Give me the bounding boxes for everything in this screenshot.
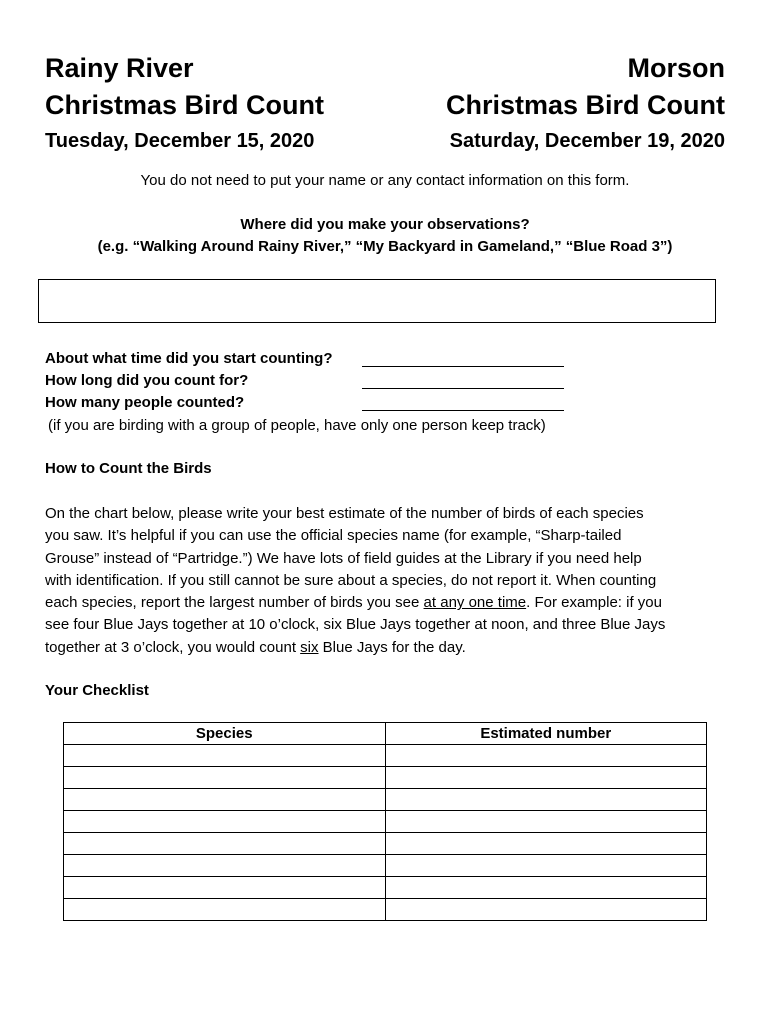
species-input[interactable] <box>64 877 385 898</box>
estimated-number-input[interactable] <box>386 811 707 832</box>
how-to-paragraph <box>45 503 735 659</box>
species-input[interactable] <box>64 899 385 920</box>
table-row <box>64 789 707 811</box>
header-right-subtitle: Christmas Bird Count <box>445 90 725 120</box>
species-cell[interactable] <box>64 877 386 899</box>
how-to-text: together at 3 o’clock, you would count <box>45 638 301 656</box>
estimated-number-input[interactable] <box>386 899 707 920</box>
estimated-number-input[interactable] <box>386 877 707 898</box>
table-row <box>64 877 707 899</box>
estimated-number-input[interactable] <box>386 767 707 788</box>
start-time-field[interactable] <box>362 348 564 367</box>
table-row <box>64 833 707 855</box>
estimated-number-input[interactable] <box>386 789 707 810</box>
species-input[interactable] <box>64 833 385 854</box>
how-to-title: How to Count the Birds <box>45 460 212 477</box>
header-left-date: Tuesday, December 15, 2020 <box>45 130 315 152</box>
species-cell[interactable] <box>64 767 386 789</box>
table-row <box>64 855 707 877</box>
duration-input[interactable] <box>362 370 564 388</box>
estimated-number-cell[interactable] <box>385 899 707 921</box>
header-left-title: Rainy River <box>45 53 194 83</box>
emphasis-six: six <box>300 638 319 656</box>
observation-question: Where did you make your observations? <box>240 216 530 233</box>
estimated-number-cell[interactable] <box>385 833 707 855</box>
how-to-text: each species, report the largest number of birds you see <box>45 594 424 612</box>
estimated-number-input[interactable] <box>386 745 707 766</box>
how-to-line: you saw. It’s helpful if you can use the official species name (for example, “Sharp-tailed <box>45 527 622 545</box>
question-people-count-label: How many people counted? <box>45 394 245 411</box>
table-row <box>64 745 707 767</box>
species-cell[interactable] <box>64 899 386 921</box>
emphasis-any-one-time: at any one time <box>423 594 527 612</box>
observation-examples: (e.g. “Walking Around Rainy River,” “My Backyard in Gameland,” “Blue Road 3”) <box>97 238 673 255</box>
header-morson <box>446 50 725 158</box>
how-to-line: with identification. If you still cannot be sure about a species, do not report it. When counting <box>45 571 657 589</box>
estimated-number-cell[interactable] <box>385 767 707 789</box>
checklist-table <box>63 722 707 921</box>
estimated-number-input[interactable] <box>386 855 707 876</box>
question-start-time-label: About what time did you start counting? <box>45 350 333 367</box>
estimated-number-cell[interactable] <box>385 811 707 833</box>
observation-location-input[interactable] <box>39 280 715 322</box>
people-count-input[interactable] <box>362 392 564 410</box>
how-to-line: Grouse” instead of “Partridge.”) We have lots of field guides at the Library if you need help <box>45 549 642 567</box>
table-row <box>64 899 707 921</box>
group-note: (if you are birding with a group of people, have only one person keep track) <box>48 417 546 434</box>
question-duration-label: How long did you count for? <box>45 372 249 389</box>
observation-location-box[interactable] <box>38 279 716 323</box>
species-input[interactable] <box>64 745 385 766</box>
header-right-title: Morson <box>627 53 725 83</box>
how-to-text: Blue Jays for the day. <box>318 638 466 656</box>
start-time-input[interactable] <box>362 348 564 366</box>
checklist-title: Your Checklist <box>45 682 149 699</box>
estimated-number-column-header: Estimated number <box>385 723 707 745</box>
species-input[interactable] <box>64 811 385 832</box>
people-count-field[interactable] <box>362 392 564 411</box>
species-cell[interactable] <box>64 855 386 877</box>
table-row <box>64 811 707 833</box>
species-cell[interactable] <box>64 789 386 811</box>
privacy-note: You do not need to put your name or any contact information on this form. <box>140 172 630 189</box>
how-to-line <box>45 592 735 614</box>
how-to-line: see four Blue Jays together at 10 o’clock, six Blue Jays together at noon, and three Blue Jays <box>45 616 666 634</box>
species-input[interactable] <box>64 789 385 810</box>
estimated-number-input[interactable] <box>386 833 707 854</box>
estimated-number-cell[interactable] <box>385 789 707 811</box>
estimated-number-cell[interactable] <box>385 745 707 767</box>
species-column-header: Species <box>64 723 386 745</box>
estimated-number-cell[interactable] <box>385 855 707 877</box>
header-rainy-river <box>45 50 324 158</box>
species-input[interactable] <box>64 855 385 876</box>
header-right-date: Saturday, December 19, 2020 <box>449 130 725 152</box>
species-input[interactable] <box>64 767 385 788</box>
species-cell[interactable] <box>64 811 386 833</box>
how-to-text: . For example: if you <box>526 594 662 612</box>
species-cell[interactable] <box>64 745 386 767</box>
species-cell[interactable] <box>64 833 386 855</box>
how-to-line: On the chart below, please write your best estimate of the number of birds of each species <box>45 505 644 522</box>
header-left-subtitle: Christmas Bird Count <box>45 90 325 120</box>
estimated-number-cell[interactable] <box>385 877 707 899</box>
checklist-header-row <box>64 723 707 745</box>
duration-field[interactable] <box>362 370 564 389</box>
table-row <box>64 767 707 789</box>
how-to-line <box>45 637 735 659</box>
